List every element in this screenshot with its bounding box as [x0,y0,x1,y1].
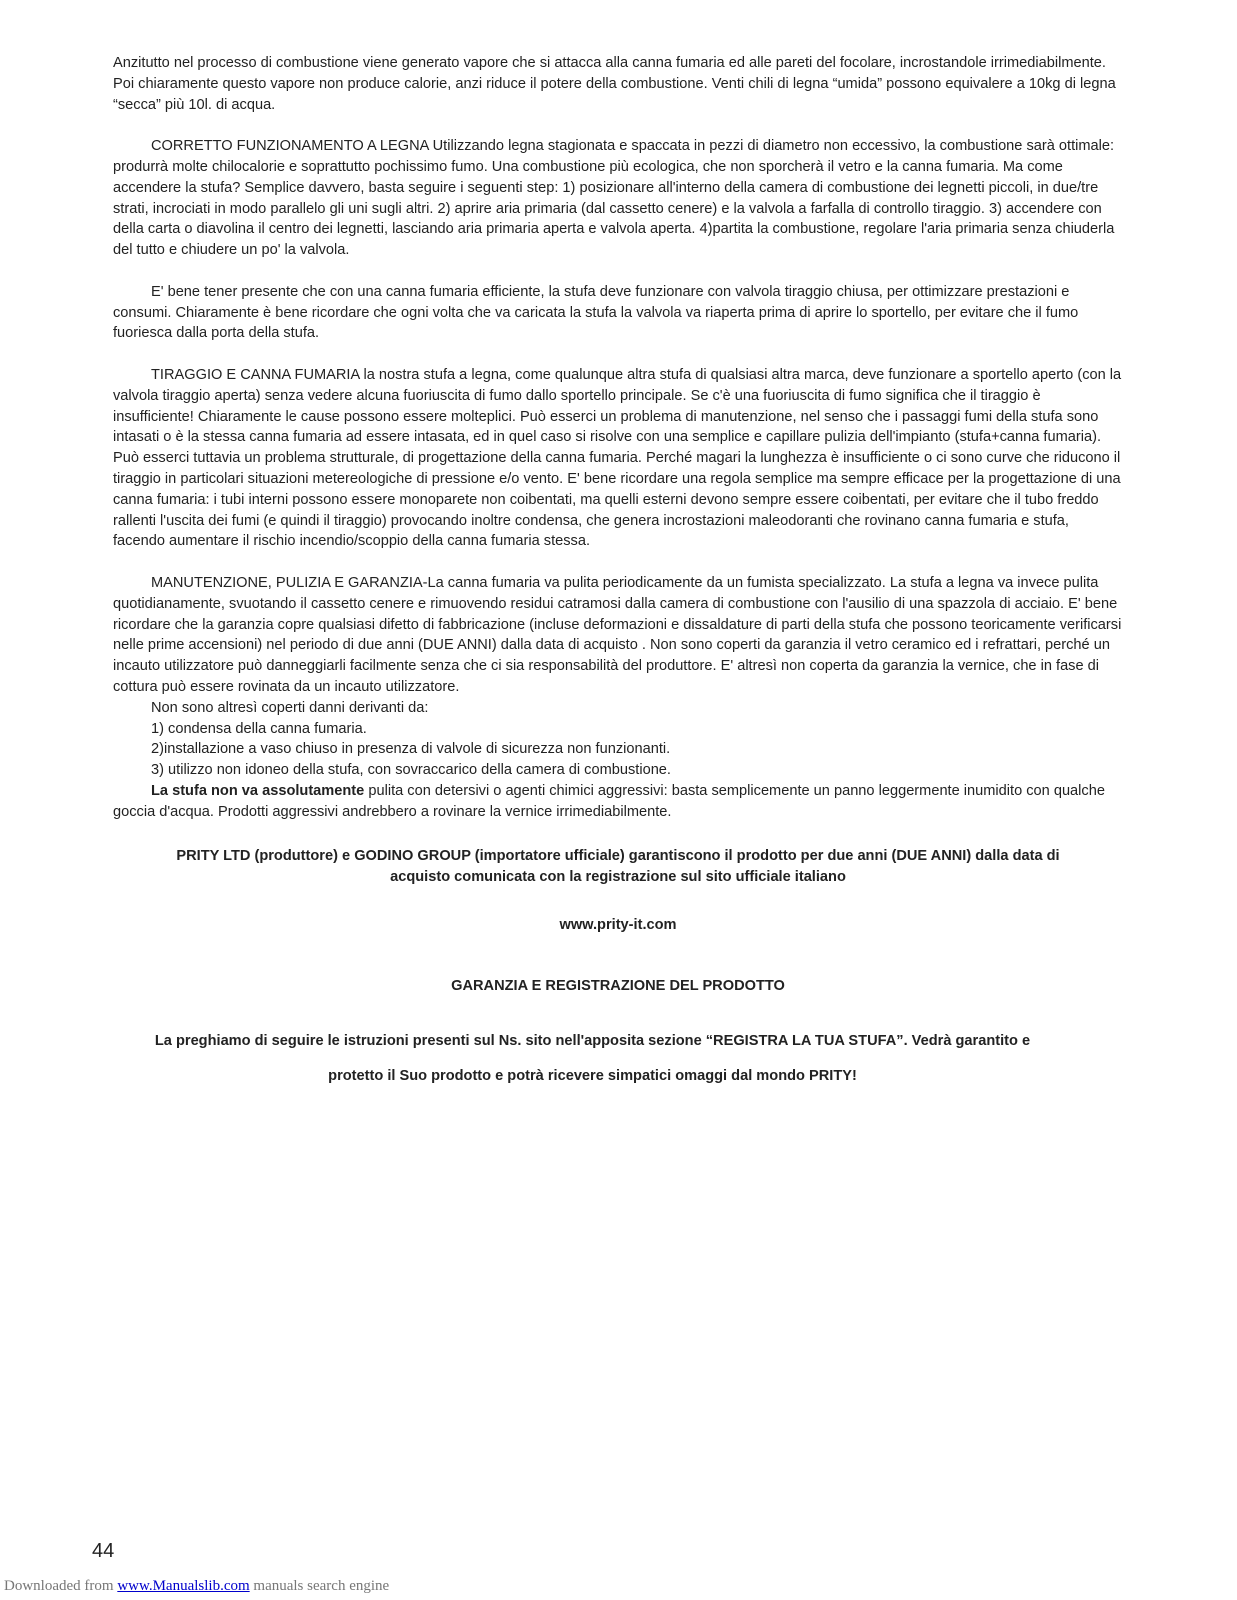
warranty-statement: PRITY LTD (produttore) e GODINO GROUP (importatore ufficiale) garantiscono il prodotto per due anni (DUE ANNI) dalla data di acquisto comunicata con la registrazione sul sito ufficiale italiano [176,848,1060,885]
paragraph-moisture: Anzitutto nel processo di combustione viene generato vapore che si attacca alla canna fumaria ed alle pareti del focolare, incrostandole irrimediabilmente. Poi chiaramente questo vapore non produce calorie, anzi riduce il potere della combustione. Venti chili di legna “umida” possono equivalere a 10kg di legna “secca” più 10l. di acqua. [113,55,1116,113]
paragraph-cleaning-warning [113,781,1123,823]
cleaning-warning-text: pulita con detersivi o agenti chimici aggressivi: basta semplicemente un panno leggermente inumidito con qualche goccia d'acqua. Prodotti aggressivi andrebbero a rovinare la vernice irrimediabilmente. [113,782,1105,820]
page-number: 44 [92,1540,115,1562]
list-item: 3) utilizzo non idoneo della stufa, con sovraccarico della camera di combustione. [151,762,671,779]
paragraph-correct-operation: CORRETTO FUNZIONAMENTO A LEGNA Utilizzando legna stagionata e spaccata in pezzi di diametro non eccessivo, la combustione sarà ottimale: produrrà molte chilocalorie e soprattutto pochissimo fumo. Una combustione più ecologica, che non sporcherà il vetro e la canna fumaria. Ma come accendere la stufa? Semplice davvero, basta seguire i seguenti step: 1) posizionare all'interno della camera di combustione dei legnetti piccoli, in due/tre strati, incrociati in modo parallelo gli uni sugli altri. 2) aprire aria primaria (dal cassetto cenere) e la valvola a farfalla di controllo tiraggio. 3) accendere con della carta o diavolina il centro dei legnetti, lasciando aria primaria aperta e valvola aperta. 4)partita la combustione, regolare l'aria primaria senza chiuderla del tutto e chiudere un po' la valvola. [113,138,1115,259]
manualslib-link[interactable]: www.Manualslib.com [117,1578,250,1594]
document-body [113,53,1123,822]
cleaning-warning-bold: La stufa non va assolutamente [151,782,365,799]
download-footer [4,1578,389,1595]
footer-suffix: manuals search engine [249,1578,390,1594]
registration-instruction-line2: protetto il Suo prodotto e potrà ricevere simpatici omaggi dal mondo PRITY! [328,1068,857,1084]
footer-prefix: Downloaded from [4,1578,118,1594]
paragraph-exclusions-intro: Non sono altresì coperti danni derivanti da: [151,699,429,716]
list-item: 2)installazione a vaso chiuso in presenza di valvole di sicurezza non funzionanti. [151,741,671,758]
registration-instruction-line1: La preghiamo di seguire le istruzioni presenti sul Ns. sito nell'apposita sezione “REGISTRA LA TUA STUFA”. Vedrà garantito e [154,1033,1031,1049]
warranty-heading: GARANZIA E REGISTRAZIONE DEL PRODOTTO [451,978,785,994]
paragraph-maintenance: MANUTENZIONE, PULIZIA E GARANZIA-La canna fumaria va pulita periodicamente da un fumista specializzato. La stufa a legna va invece pulita quotidianamente, svuotando il cassetto cenere e rimuovendo residui catramosi dalla camera di combustione con l'ausilio di una spazzola di acciaio. E' bene ricordare che la garanzia copre qualsiasi difetto di fabbricazione (incluse deformazioni e dissaldature di parti della stufa che possono teoricamente verificarsi nelle prime accensioni) nel periodo di due anni (DUE ANNI) dalla data di acquisto . Non sono coperti da garanzia il vetro ceramico ed i refrattari, perché un incauto utilizzatore può danneggiarli facilmente senza che ci sia responsabilità del produttore. E' altresì non coperta da garanzia la vernice, che in fase di cottura può essere rovinata da un incauto utilizzatore. [113,574,1122,695]
website-link[interactable]: www.prity-it.com [559,917,677,933]
list-item: 1) condensa della canna fumaria. [151,720,367,737]
paragraph-valve-note: E' bene tener presente che con una canna fumaria efficiente, la stufa deve funzionare con valvola tiraggio chiusa, per ottimizzare prestazioni e consumi. Chiaramente è bene ricordare che ogni volta che va caricata la stufa la valvola va riaperta prima di aprire lo sportello, per evitare che il fumo fuoriesca dalla porta della stufa. [113,283,1079,342]
paragraph-draft-flue: TIRAGGIO E CANNA FUMARIA la nostra stufa a legna, come qualunque altra stufa di qualsiasi altra marca, deve funzionare a sportello aperto (con la valvola tiraggio aperta) senza vedere alcuna fuoriuscita di fumo dallo sportello principale. Se c'è una fuoriuscita di fumo significa che il tiraggio è insufficiente! Chiaramente le cause possono essere molteplici. Può esserci un problema di manutenzione, nel senso che i passaggi fumi della stufa sono intasati o è la stessa canna fumaria ad essere intasata, ed in quel caso si risolve con una semplice e capillare pulizia dell'impianto (stufa+canna fumaria). Può esserci tuttavia un problema strutturale, di progettazione della canna fumaria. Perché magari la lunghezza è insufficiente o ci sono curve che riducono il tiraggio in particolari situazioni metereologiche di pressione e/o vento. E' bene ricordare una regola semplice ma sempre efficace per la progettazione di una canna fumaria: i tubi interni possono essere monoparete non coibentati, ma quelli esterni devono sempre essere coibentati, per evitare che il tubo freddo rallenti l'uscita dei fumi (e quindi il tiraggio) provocando inoltre condensa, che genera incrostazioni maleodoranti che rovinano canna fumaria e stufa, facendo aumentare il rischio incendio/scoppio della canna fumaria stessa. [113,366,1122,550]
